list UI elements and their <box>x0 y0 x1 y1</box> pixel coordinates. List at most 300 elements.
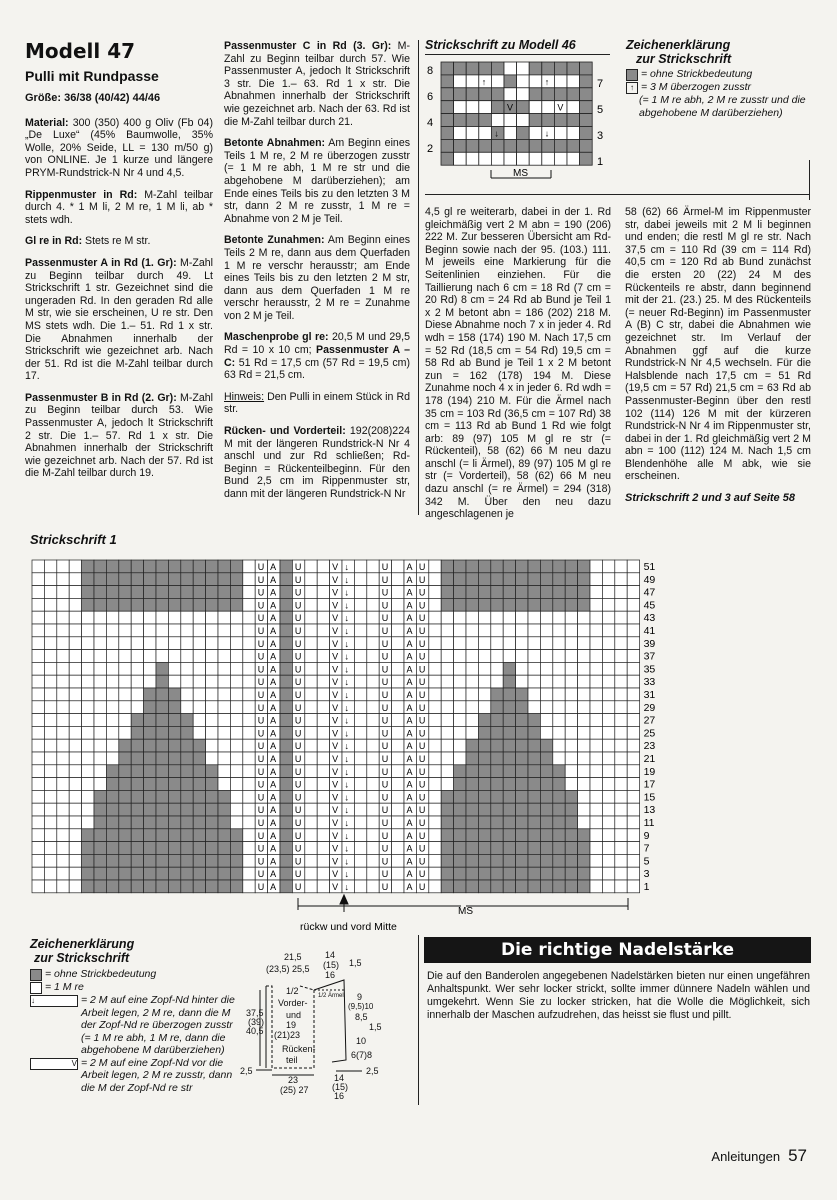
chart1-cell <box>119 598 131 611</box>
chart1-cell <box>553 675 565 688</box>
chart46-cell <box>466 75 479 88</box>
chart1-cell <box>565 701 577 714</box>
chart1-cell <box>528 573 540 586</box>
chart1-symbol: U <box>294 805 302 816</box>
chart1-cell <box>627 739 639 752</box>
chart1-row-label: 13 <box>643 804 656 817</box>
chart1-row-label: 25 <box>643 727 656 740</box>
schematic-label: (9,5)10 <box>348 1002 374 1011</box>
chart1-cell <box>429 598 441 611</box>
schematic-label: und <box>286 1010 302 1020</box>
chart1-cell <box>181 816 193 829</box>
chart1-cell <box>478 701 490 714</box>
chart1-cell <box>106 867 118 880</box>
chart1-cell <box>528 816 540 829</box>
chart1-cell <box>57 816 69 829</box>
chart1-cell <box>590 765 602 778</box>
chart1-cell <box>367 560 379 573</box>
chart1-cell <box>181 803 193 816</box>
chart1-cell <box>590 829 602 842</box>
chart1-cell <box>441 829 453 842</box>
chart1-cell <box>478 739 490 752</box>
chart46-cell <box>554 114 567 127</box>
chart1-cell <box>106 803 118 816</box>
chart1-symbol: U <box>418 715 426 726</box>
chart1-symbol: ↓ <box>344 830 349 841</box>
chart1-cell <box>528 662 540 675</box>
chart1-cell <box>69 739 81 752</box>
chart1-cell <box>57 842 69 855</box>
chart1-cell <box>32 560 44 573</box>
chart1-cell <box>491 637 503 650</box>
chart1-cell <box>230 624 242 637</box>
chart1-cell <box>429 803 441 816</box>
chart46-row-label: 3 <box>597 130 604 142</box>
chart1-symbol: U <box>257 702 265 713</box>
chart1-cell <box>615 714 627 727</box>
chart-1 <box>30 550 690 940</box>
chart1-cell <box>156 803 168 816</box>
chart1-cell <box>156 880 168 893</box>
chart1-cell <box>280 880 292 893</box>
chart1-cell <box>32 880 44 893</box>
chart1-symbol: U <box>294 574 302 585</box>
chart1-symbol: U <box>381 856 389 867</box>
chart1-cell <box>44 701 56 714</box>
chart1-cell <box>119 611 131 624</box>
chart1-cell <box>578 688 590 701</box>
chart1-symbol: V <box>332 651 339 662</box>
chart1-symbol: U <box>257 664 265 675</box>
body-continued-paragraph: 4,5 gl re weiterarb, dabei in der 1. Rd gleichmäßig vert 2 M abn = 190 (206) 222 M. Zur besseren Übersicht am Rd-Beginn sowie nach der 95. (103.) 111. M jeweils eine Markierung für die Seitenlinien einziehen. Für die Taillierung nach 6 cm = 18 Rd (7 cm = 20 Rd) 8 cm = 24 Rd ab Bund je Teil 1 x 2 M betont abn = 186 (202) 218 M. Diese Abnahme noch 7 x in jeder 4. Rd wdh = 158 (174) 190 M. Nach 17,5 cm = 52 Rd (18,5 cm = 54 Rd) 19,5 cm = 58 Rd ab Bund je Teil 1 x 2 M betont zun = 162 (178) 194 M. Diese Zunahme noch 4 x in jeder 6. Rd wdh = 178 (194) 210 M. Für die Ärmel nach 35 cm = 103 Rd (36,5 cm = 107 Rd) 38 cm = 113 Rd ab Bund 1 Rd wie folgt arb: 89 (97) 105 M gl re str (= Rückenteil), 58 (62) 66 M neu dazu anschl (= li Ärmel), 89 (97) 105 M gl re str (= Vorderteil), 58 (62) 66 M neu dazu anschl (= re Ärmel) = 294 (318) 342 M. Über den neu dazu angeschlagenen je <box>425 206 611 521</box>
chart1-cell <box>106 880 118 893</box>
chart1-cell <box>44 573 56 586</box>
chart1-symbol: U <box>257 715 265 726</box>
chart1-symbol: A <box>406 664 413 675</box>
legend-top-item: = ohne Strickbedeutung <box>626 68 816 81</box>
chart1-cell <box>454 714 466 727</box>
chart1-cell <box>354 790 366 803</box>
chart46-cell <box>567 75 580 88</box>
chart1-row-label: 23 <box>643 740 656 753</box>
chart1-cell <box>305 598 317 611</box>
chart1-cell <box>528 752 540 765</box>
chart1-cell <box>578 560 590 573</box>
chart1-cell <box>280 560 292 573</box>
chart1-cell <box>367 598 379 611</box>
chart1-cell <box>106 650 118 663</box>
chart1-cell <box>69 688 81 701</box>
chart1-cell <box>119 573 131 586</box>
chart1-cell <box>193 573 205 586</box>
chart46-cell <box>479 62 492 75</box>
chart1-cell <box>44 637 56 650</box>
chart1-cell <box>131 714 143 727</box>
chart-reference: Strickschrift 2 und 3 auf Seite 58 <box>625 492 795 505</box>
chart46-cell <box>441 101 454 114</box>
chart1-cell <box>441 688 453 701</box>
chart1-cell <box>94 880 106 893</box>
chart1-symbol: U <box>257 600 265 611</box>
chart1-cell <box>516 880 528 893</box>
chart1-symbol: U <box>257 638 265 649</box>
chart1-cell <box>615 586 627 599</box>
chart1-cell <box>565 560 577 573</box>
chart46-cell <box>479 139 492 152</box>
chart1-cell <box>454 842 466 855</box>
chart1-cell <box>590 701 602 714</box>
chart1-cell <box>243 739 255 752</box>
chart46-row-label: 2 <box>427 143 434 155</box>
column-4 <box>625 206 811 514</box>
chart1-cell <box>230 611 242 624</box>
chart1-cell <box>206 560 218 573</box>
chart1-cell <box>106 624 118 637</box>
chart1-cell <box>503 624 515 637</box>
chart1-cell <box>540 675 552 688</box>
chart1-symbol: A <box>406 830 413 841</box>
chart1-cell <box>131 803 143 816</box>
chart1-cell <box>491 688 503 701</box>
chart46-row-label: 5 <box>597 104 604 116</box>
chart1-cell <box>94 842 106 855</box>
column-divider <box>418 40 419 515</box>
chart1-cell <box>565 598 577 611</box>
chart1-cell <box>280 816 292 829</box>
chart1-cell <box>615 624 627 637</box>
chart1-cell <box>168 854 180 867</box>
chart1-cell <box>32 752 44 765</box>
chart1-symbol: U <box>294 715 302 726</box>
chart1-cell <box>565 739 577 752</box>
chart1-cell <box>193 842 205 855</box>
chart1-cell <box>441 637 453 650</box>
chart1-cell <box>478 637 490 650</box>
chart1-cell <box>553 688 565 701</box>
chart1-symbol: A <box>406 766 413 777</box>
chart1-cell <box>565 688 577 701</box>
chart1-cell <box>441 701 453 714</box>
page-footer <box>711 1146 807 1166</box>
chart1-cell <box>156 637 168 650</box>
chart46-cell <box>491 75 504 88</box>
chart1-cell <box>565 662 577 675</box>
chart1-cell <box>466 688 478 701</box>
chart1-cell <box>243 701 255 714</box>
chart1-cell <box>44 598 56 611</box>
chart1-cell <box>94 778 106 791</box>
chart1-symbol: U <box>294 728 302 739</box>
chart1-cell <box>516 624 528 637</box>
chart1-symbol: ↓ <box>344 702 349 713</box>
chart1-cell <box>615 573 627 586</box>
chart1-cell <box>354 880 366 893</box>
chart1-cell <box>156 701 168 714</box>
chart1-cell <box>193 803 205 816</box>
chart46-cell <box>517 75 530 88</box>
chart1-cell <box>156 854 168 867</box>
chart1-cell <box>230 867 242 880</box>
chart1-cell <box>466 816 478 829</box>
chart1-cell <box>119 842 131 855</box>
chart1-cell <box>168 726 180 739</box>
chart1-cell <box>491 650 503 663</box>
chart1-symbol: U <box>418 728 426 739</box>
material-paragraph: Material: 300 (350) 400 g Oliv (Fb 04) „De Luxe“ (45% Baumwolle, 35% Wolle, 20% Seide, LL = 130 m/50 g) von ONLINE. Je 1 kurze und längere PRYM-Rundstrick-N Nr 4 und 4,5. <box>25 116 213 179</box>
chart1-cell <box>305 816 317 829</box>
chart1-symbol: A <box>406 805 413 816</box>
chart1-cell <box>367 714 379 727</box>
chart1-cell <box>82 573 94 586</box>
chart1-cell <box>82 624 94 637</box>
chart1-cell <box>392 624 404 637</box>
chart1-cell <box>32 675 44 688</box>
chart1-symbol: U <box>294 843 302 854</box>
chart1-symbol: U <box>294 792 302 803</box>
chart46-row-label: 6 <box>427 91 434 103</box>
chart46-cell <box>517 152 530 165</box>
chart1-cell <box>119 650 131 663</box>
chart1-cell <box>627 598 639 611</box>
chart1-cell <box>156 598 168 611</box>
chart1-cell <box>429 662 441 675</box>
chart1-cell <box>94 726 106 739</box>
chart1-cell <box>69 854 81 867</box>
chart1-cell <box>503 803 515 816</box>
chart1-cell <box>94 573 106 586</box>
chart1-cell <box>206 675 218 688</box>
chart1-cell <box>243 688 255 701</box>
chart1-symbol: V <box>332 587 339 598</box>
chart1-cell <box>218 701 230 714</box>
chart1-symbol: V <box>332 792 339 803</box>
chart1-cell <box>516 701 528 714</box>
chart1-cell <box>503 867 515 880</box>
chart1-cell <box>615 816 627 829</box>
chart1-row-label: 17 <box>643 778 656 791</box>
chart1-cell <box>578 586 590 599</box>
chart46-row-label: 8 <box>427 65 434 77</box>
chart1-cell <box>206 778 218 791</box>
chart1-symbol: U <box>418 843 426 854</box>
chart46-symbol: V <box>557 102 564 113</box>
chart1-cell <box>230 662 242 675</box>
chart46-cell <box>529 75 542 88</box>
chart1-cell <box>181 765 193 778</box>
legend-bottom-title: Zeichenerklärung <box>30 937 135 951</box>
chart46-cell <box>454 88 467 101</box>
chart1-cell <box>491 573 503 586</box>
chart1-symbol: U <box>381 792 389 803</box>
chart1-cell <box>354 611 366 624</box>
chart1-cell <box>106 637 118 650</box>
chart46-cell <box>479 152 492 165</box>
chart1-cell <box>44 752 56 765</box>
chart1-cell <box>503 726 515 739</box>
chart1-cell <box>82 790 94 803</box>
chart1-symbol: A <box>270 869 277 880</box>
chart1-cell <box>627 778 639 791</box>
chart1-cell <box>454 739 466 752</box>
chart1-cell <box>168 637 180 650</box>
chart1-cell <box>516 573 528 586</box>
chart1-cell <box>454 624 466 637</box>
chart1-cell <box>429 560 441 573</box>
chart1-cell <box>181 778 193 791</box>
chart1-cell <box>131 790 143 803</box>
chart1-cell <box>615 880 627 893</box>
chart1-cell <box>392 688 404 701</box>
chart1-cell <box>565 867 577 880</box>
chart1-cell <box>94 611 106 624</box>
chart46-cell <box>567 152 580 165</box>
chart1-cell <box>627 803 639 816</box>
chart1-center-note: rückw und vord Mitte <box>300 921 397 933</box>
chart1-cell <box>206 650 218 663</box>
chart1-symbol: A <box>270 754 277 764</box>
chart1-cell <box>354 662 366 675</box>
chart1-cell <box>317 598 329 611</box>
chart1-cell <box>131 675 143 688</box>
chart1-cell <box>305 752 317 765</box>
chart1-cell <box>230 880 242 893</box>
chart1-cell <box>627 752 639 765</box>
chart1-cell <box>106 854 118 867</box>
chart46-cell <box>542 62 555 75</box>
chart1-cell <box>206 765 218 778</box>
top-right-underline <box>425 194 810 195</box>
chart46-cell <box>504 62 517 75</box>
chart1-cell <box>44 586 56 599</box>
chart1-cell <box>144 790 156 803</box>
chart1-cell <box>441 880 453 893</box>
chart1-symbol: A <box>406 626 413 636</box>
chart1-cell <box>82 778 94 791</box>
chart1-cell <box>528 867 540 880</box>
chart1-cell <box>516 560 528 573</box>
chart1-cell <box>106 586 118 599</box>
chart1-cell <box>206 803 218 816</box>
chart1-cell <box>602 880 614 893</box>
chart46-cell <box>466 152 479 165</box>
chart1-cell <box>491 624 503 637</box>
chart1-cell <box>32 816 44 829</box>
chart1-cell <box>119 854 131 867</box>
chart1-cell <box>305 611 317 624</box>
schematic-label: 23 <box>288 1075 299 1085</box>
chart1-symbol: A <box>270 638 277 649</box>
chart1-cell <box>181 739 193 752</box>
chart1-cell <box>354 637 366 650</box>
chart1-cell <box>317 829 329 842</box>
chart1-cell <box>168 816 180 829</box>
chart1-cell <box>305 842 317 855</box>
chart1-cell <box>94 816 106 829</box>
chart1-cell <box>491 611 503 624</box>
chart1-symbol: A <box>406 882 413 892</box>
chart1-cell <box>218 637 230 650</box>
chart1-cell <box>69 560 81 573</box>
chart1-symbol: V <box>332 613 339 624</box>
chart1-cell <box>540 829 552 842</box>
chart1-cell <box>57 739 69 752</box>
schematic-label: 21,5 <box>284 952 302 962</box>
chart1-cell <box>392 778 404 791</box>
chart1-cell <box>491 701 503 714</box>
chart1-cell <box>429 624 441 637</box>
chart46-symbol: ↑ <box>481 76 487 87</box>
chart1-cell <box>540 765 552 778</box>
chart1-symbol: V <box>332 702 339 713</box>
chart1-cell <box>181 867 193 880</box>
chart1-cell <box>540 726 552 739</box>
chart46-cell <box>567 114 580 127</box>
chart1-cell <box>206 880 218 893</box>
chart1-cell <box>69 867 81 880</box>
chart1-cell <box>590 867 602 880</box>
chart1-cell <box>553 714 565 727</box>
chart1-cell <box>305 714 317 727</box>
chart1-cell <box>367 611 379 624</box>
chart1-cell <box>491 765 503 778</box>
chart1-cell <box>491 867 503 880</box>
chart1-cell <box>94 637 106 650</box>
chart1-cell <box>602 688 614 701</box>
chart1-cell <box>540 714 552 727</box>
chart1-cell <box>454 586 466 599</box>
chart1-cell <box>243 624 255 637</box>
chart1-cell <box>144 675 156 688</box>
chart1-cell <box>193 560 205 573</box>
chart46-cell <box>580 114 593 127</box>
chart1-cell <box>280 867 292 880</box>
chart1-cell <box>615 598 627 611</box>
chart1-cell <box>243 880 255 893</box>
chart1-cell <box>392 573 404 586</box>
chart1-cell <box>193 611 205 624</box>
chart46-cell <box>567 62 580 75</box>
chart1-row-label: 3 <box>643 868 650 881</box>
chart1-cell <box>590 624 602 637</box>
chart1-cell <box>44 714 56 727</box>
chart1-cell <box>602 701 614 714</box>
chart1-cell <box>131 611 143 624</box>
chart1-cell <box>565 675 577 688</box>
chart1-cell <box>94 854 106 867</box>
chart1-symbol: U <box>418 690 426 700</box>
model-subtitle: Pulli mit Rundpasse <box>25 68 159 84</box>
chart1-cell <box>354 586 366 599</box>
chart1-cell <box>565 765 577 778</box>
chart1-cell <box>478 714 490 727</box>
chart1-cell <box>478 790 490 803</box>
chart1-cell <box>578 829 590 842</box>
chart1-cell <box>553 586 565 599</box>
chart1-cell <box>553 624 565 637</box>
chart1-cell <box>317 688 329 701</box>
chart1-cell <box>454 765 466 778</box>
chart1-cell <box>106 752 118 765</box>
chart1-symbol: A <box>270 651 277 662</box>
chart1-cell <box>354 714 366 727</box>
chart1-cell <box>540 560 552 573</box>
chart1-symbol: U <box>418 626 426 636</box>
chart1-row-label: 31 <box>643 689 656 701</box>
chart1-cell <box>317 714 329 727</box>
chart1-cell <box>615 662 627 675</box>
chart1-cell <box>317 739 329 752</box>
chart1-cell <box>206 816 218 829</box>
